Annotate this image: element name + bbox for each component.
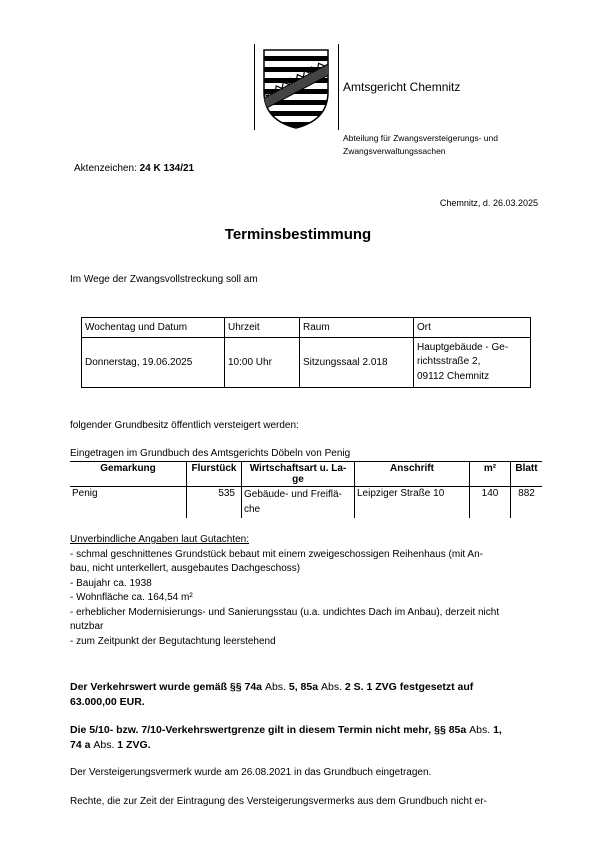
details-line: - erheblicher Modernisierungs- und Sanierungsstau (u.a. undichtes Dach im Anbau), derzeit nicht	[70, 606, 500, 618]
limit-text: 1,	[490, 724, 502, 736]
header-time: Uhrzeit	[225, 318, 300, 338]
page-title: Terminsbestimmung	[224, 226, 372, 243]
cell-qm: 140	[470, 487, 511, 519]
value-text: 2 S. 1 ZVG festgesetzt auf	[342, 681, 474, 693]
details-heading: Unverbindliche Angaben laut Gutachten:	[70, 534, 250, 545]
limit-abs: Abs.	[93, 739, 115, 751]
cell-gemarkung: Penig	[70, 487, 187, 519]
following-text: folgender Grundbesitz öffentlich versteigert werden:	[70, 420, 299, 431]
place-line: Hauptgebäude - Ge-	[417, 341, 509, 353]
limit-abs: Abs.	[469, 724, 491, 736]
header-gemarkung: Gemarkung	[70, 462, 187, 487]
header-wirtschaftsart	[242, 462, 355, 487]
place-line: 09112 Chemnitz	[417, 370, 490, 382]
saxony-coat-of-arms-icon	[256, 44, 336, 130]
cell-wirtschaftsart	[242, 487, 355, 519]
limit-text: Die 5/10- bzw. 7/10-Verkehrswertgrenze gilt in diesem Termin nicht mehr, §§ 85a	[70, 724, 470, 736]
header-qm: m²	[470, 462, 511, 487]
appointment-time: 10:00 Uhr	[225, 338, 300, 388]
details-line: - zum Zeitpunkt der Begutachtung leerstehend	[70, 635, 276, 647]
limit-text: 1 ZVG.	[114, 739, 151, 751]
cell-blatt: 882	[511, 487, 543, 519]
header-line: Wirtschaftsart u. La-	[249, 463, 347, 474]
department-line: Abteilung für Zwangsversteigerungs- und	[343, 133, 498, 143]
value-limit-paragraph	[70, 723, 542, 753]
intro-text: Im Wege der Zwangsvollstreckung soll am	[70, 274, 258, 285]
header-date: Wochentag und Datum	[82, 318, 225, 338]
department-line: Zwangsverwaltungssachen	[343, 146, 446, 156]
property-table	[70, 461, 542, 518]
divider-left	[254, 44, 255, 130]
table-row	[70, 487, 542, 519]
details-line: bau, nicht unterkellert, ausgebautes Dachgeschoss)	[70, 563, 301, 574]
case-number: 24 K 134/21	[139, 163, 195, 174]
market-value-paragraph	[70, 680, 542, 710]
header-flurstueck: Flurstück	[187, 462, 242, 487]
case-label: Aktenzeichen:	[74, 163, 140, 174]
header-line: ge	[292, 474, 304, 485]
cell-flurstueck: 535	[187, 487, 242, 519]
header-room: Raum	[300, 318, 414, 338]
value-text: 5, 85a	[285, 681, 321, 693]
table-row	[82, 338, 531, 388]
registration-note: Der Versteigerungsvermerk wurde am 26.08.2021 in das Grundbuch eingetragen.	[70, 767, 432, 778]
court-name: Amtsgericht Chemnitz	[343, 80, 461, 94]
register-line: Eingetragen im Grundbuch des Amtsgerichts Döbeln von Penig	[70, 448, 351, 459]
header-anschrift: Anschrift	[355, 462, 470, 487]
rights-note: Rechte, die zur Zeit der Eintragung des Versteigerungsvermerks aus dem Grundbuch nicht er-	[70, 796, 487, 807]
header-blatt: Blatt	[511, 462, 543, 487]
appointment-room: Sitzungssaal 2.018	[300, 338, 414, 388]
details-line: - Baujahr ca. 1938	[70, 577, 152, 589]
details-line: nutzbar	[70, 621, 104, 632]
appointment-place	[414, 338, 531, 388]
appointment-table	[81, 317, 531, 388]
table-header-row	[70, 462, 542, 487]
header-place: Ort	[414, 318, 531, 338]
value-text: Der Verkehrswert wurde gemäß §§ 74a	[70, 681, 265, 693]
cell-anschrift: Leipziger Straße 10	[355, 487, 470, 519]
case-reference	[74, 163, 194, 174]
divider-right	[338, 44, 339, 130]
value-abs: Abs.	[320, 681, 342, 693]
limit-text: 74 a	[70, 739, 94, 751]
details-line: - Wohnfläche ca. 164,54 m²	[70, 592, 193, 603]
details-line: - schmal geschnittenes Grundstück bebaut mit einem zweigeschossigen Reihenhaus (mit An-	[70, 548, 483, 560]
place-line: richtsstraße 2,	[417, 356, 481, 368]
table-header-row	[82, 318, 531, 338]
cell-line: che	[244, 503, 261, 515]
appointment-date: Donnerstag, 19.06.2025	[82, 338, 225, 388]
appraisal-details	[70, 533, 548, 649]
cell-line: Gebäude- und Freiflä-	[244, 489, 342, 500]
value-abs: Abs.	[264, 681, 286, 693]
department	[343, 132, 543, 158]
market-value-amount: 63.000,00 EUR.	[70, 696, 145, 708]
place-date: Chemnitz, d. 26.03.2025	[439, 198, 538, 208]
